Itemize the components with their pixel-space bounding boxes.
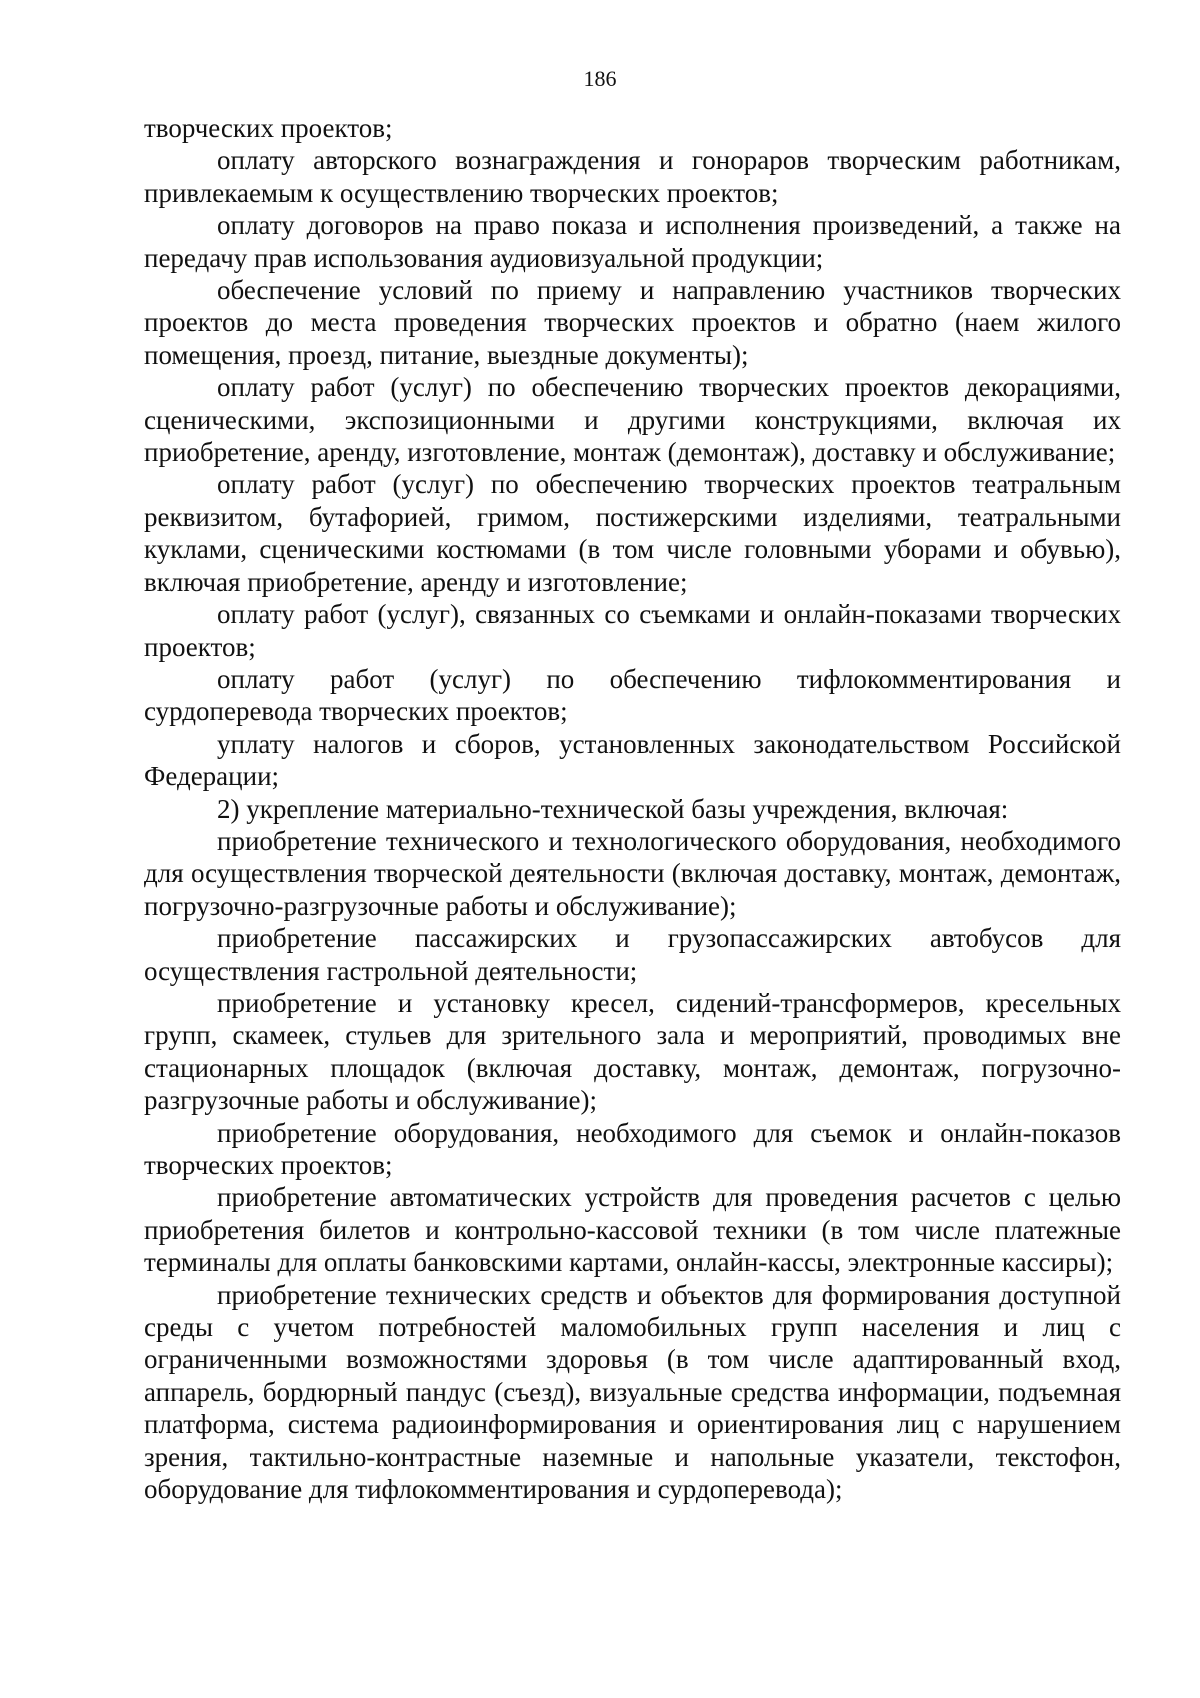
paragraph: оплату авторского вознаграждения и гонораров творческим работникам, привлекаемым к осуществлению творческих проектов;	[144, 145, 1121, 208]
paragraph: уплату налогов и сборов, установленных законодательством Российской Федерации;	[144, 728, 1121, 792]
paragraph: оплату работ (услуг) по обеспечению творческих проектов декорациями, сценическими, экспозиционными и другими конструкциями, включая их приобретение, аренду, изготовление, монтаж (демонтаж), доставку и обслуживание;	[144, 372, 1121, 468]
paragraph: оплату работ (услуг), связанных со съемками и онлайн-показами творческих проектов;	[144, 599, 1121, 662]
page-number: 186	[583, 66, 617, 91]
paragraph: приобретение технического и технологического оборудования, необходимого для осуществления творческой деятельности (включая доставку, монтаж, демонтаж, погрузочно-разгрузочные работы и обслуживание);	[144, 825, 1121, 921]
paragraph: приобретение пассажирских и грузопассажирских автобусов для осуществления гастрольной деятельности;	[144, 923, 1121, 986]
paragraph: оплату работ (услуг) по обеспечению творческих проектов театральным реквизитом, бутафорией, гримом, постижерскими изделиями, театральными куклами, сценическими костюмами (в том числе головными уборами и обувью), включая приобретение, аренду и изготовление;	[144, 469, 1121, 597]
section-heading: 2) укрепление материально-технической базы учреждения, включая:	[217, 793, 1009, 824]
paragraph: приобретение технических средств и объектов для формирования доступной среды с учетом потребностей маломобильных групп населения и лиц с ограниченными возможностями здоровья (в том числе адаптированный вход, аппарель, бордюрный пандус (съезд), визуальные средства информации, подъемная платформа, система радиоинформирования и ориентирования лиц с нарушением зрения, тактильно-контрастные наземные и напольные указатели, текстофон, оборудование для тифлокомментирования и сурдоперевода);	[144, 1279, 1121, 1505]
paragraph: творческих проектов;	[144, 113, 393, 143]
paragraph: приобретение и установку кресел, сидений-трансформеров, кресельных групп, скамеек, стульев для зрительного зала и мероприятий, проводимых вне стационарных площадок (включая доставку, монтаж, демонтаж, погрузочно-разгрузочные работы и обслуживание);	[144, 987, 1121, 1116]
paragraph: приобретение оборудования, необходимого для съемок и онлайн-показов творческих проектов;	[144, 1117, 1121, 1180]
document-body	[144, 112, 1121, 1505]
paragraph: приобретение автоматических устройств для проведения расчетов с целью приобретения билетов и контрольно-кассовой техники (в том числе платежные терминалы для оплаты банковскими картами, онлайн-кассы, электронные кассиры);	[144, 1182, 1121, 1278]
paragraph: оплату работ (услуг) по обеспечению тифлокомментирования и сурдоперевода творческих проектов;	[144, 663, 1121, 727]
paragraph: обеспечение условий по приему и направлению участников творческих проектов до места проведения творческих проектов и обратно (наем жилого помещения, проезд, питание, выездные документы);	[144, 275, 1121, 370]
paragraph: оплату договоров на право показа и исполнения произведений, а также на передачу прав использования аудиовизуальной продукции;	[144, 210, 1121, 273]
